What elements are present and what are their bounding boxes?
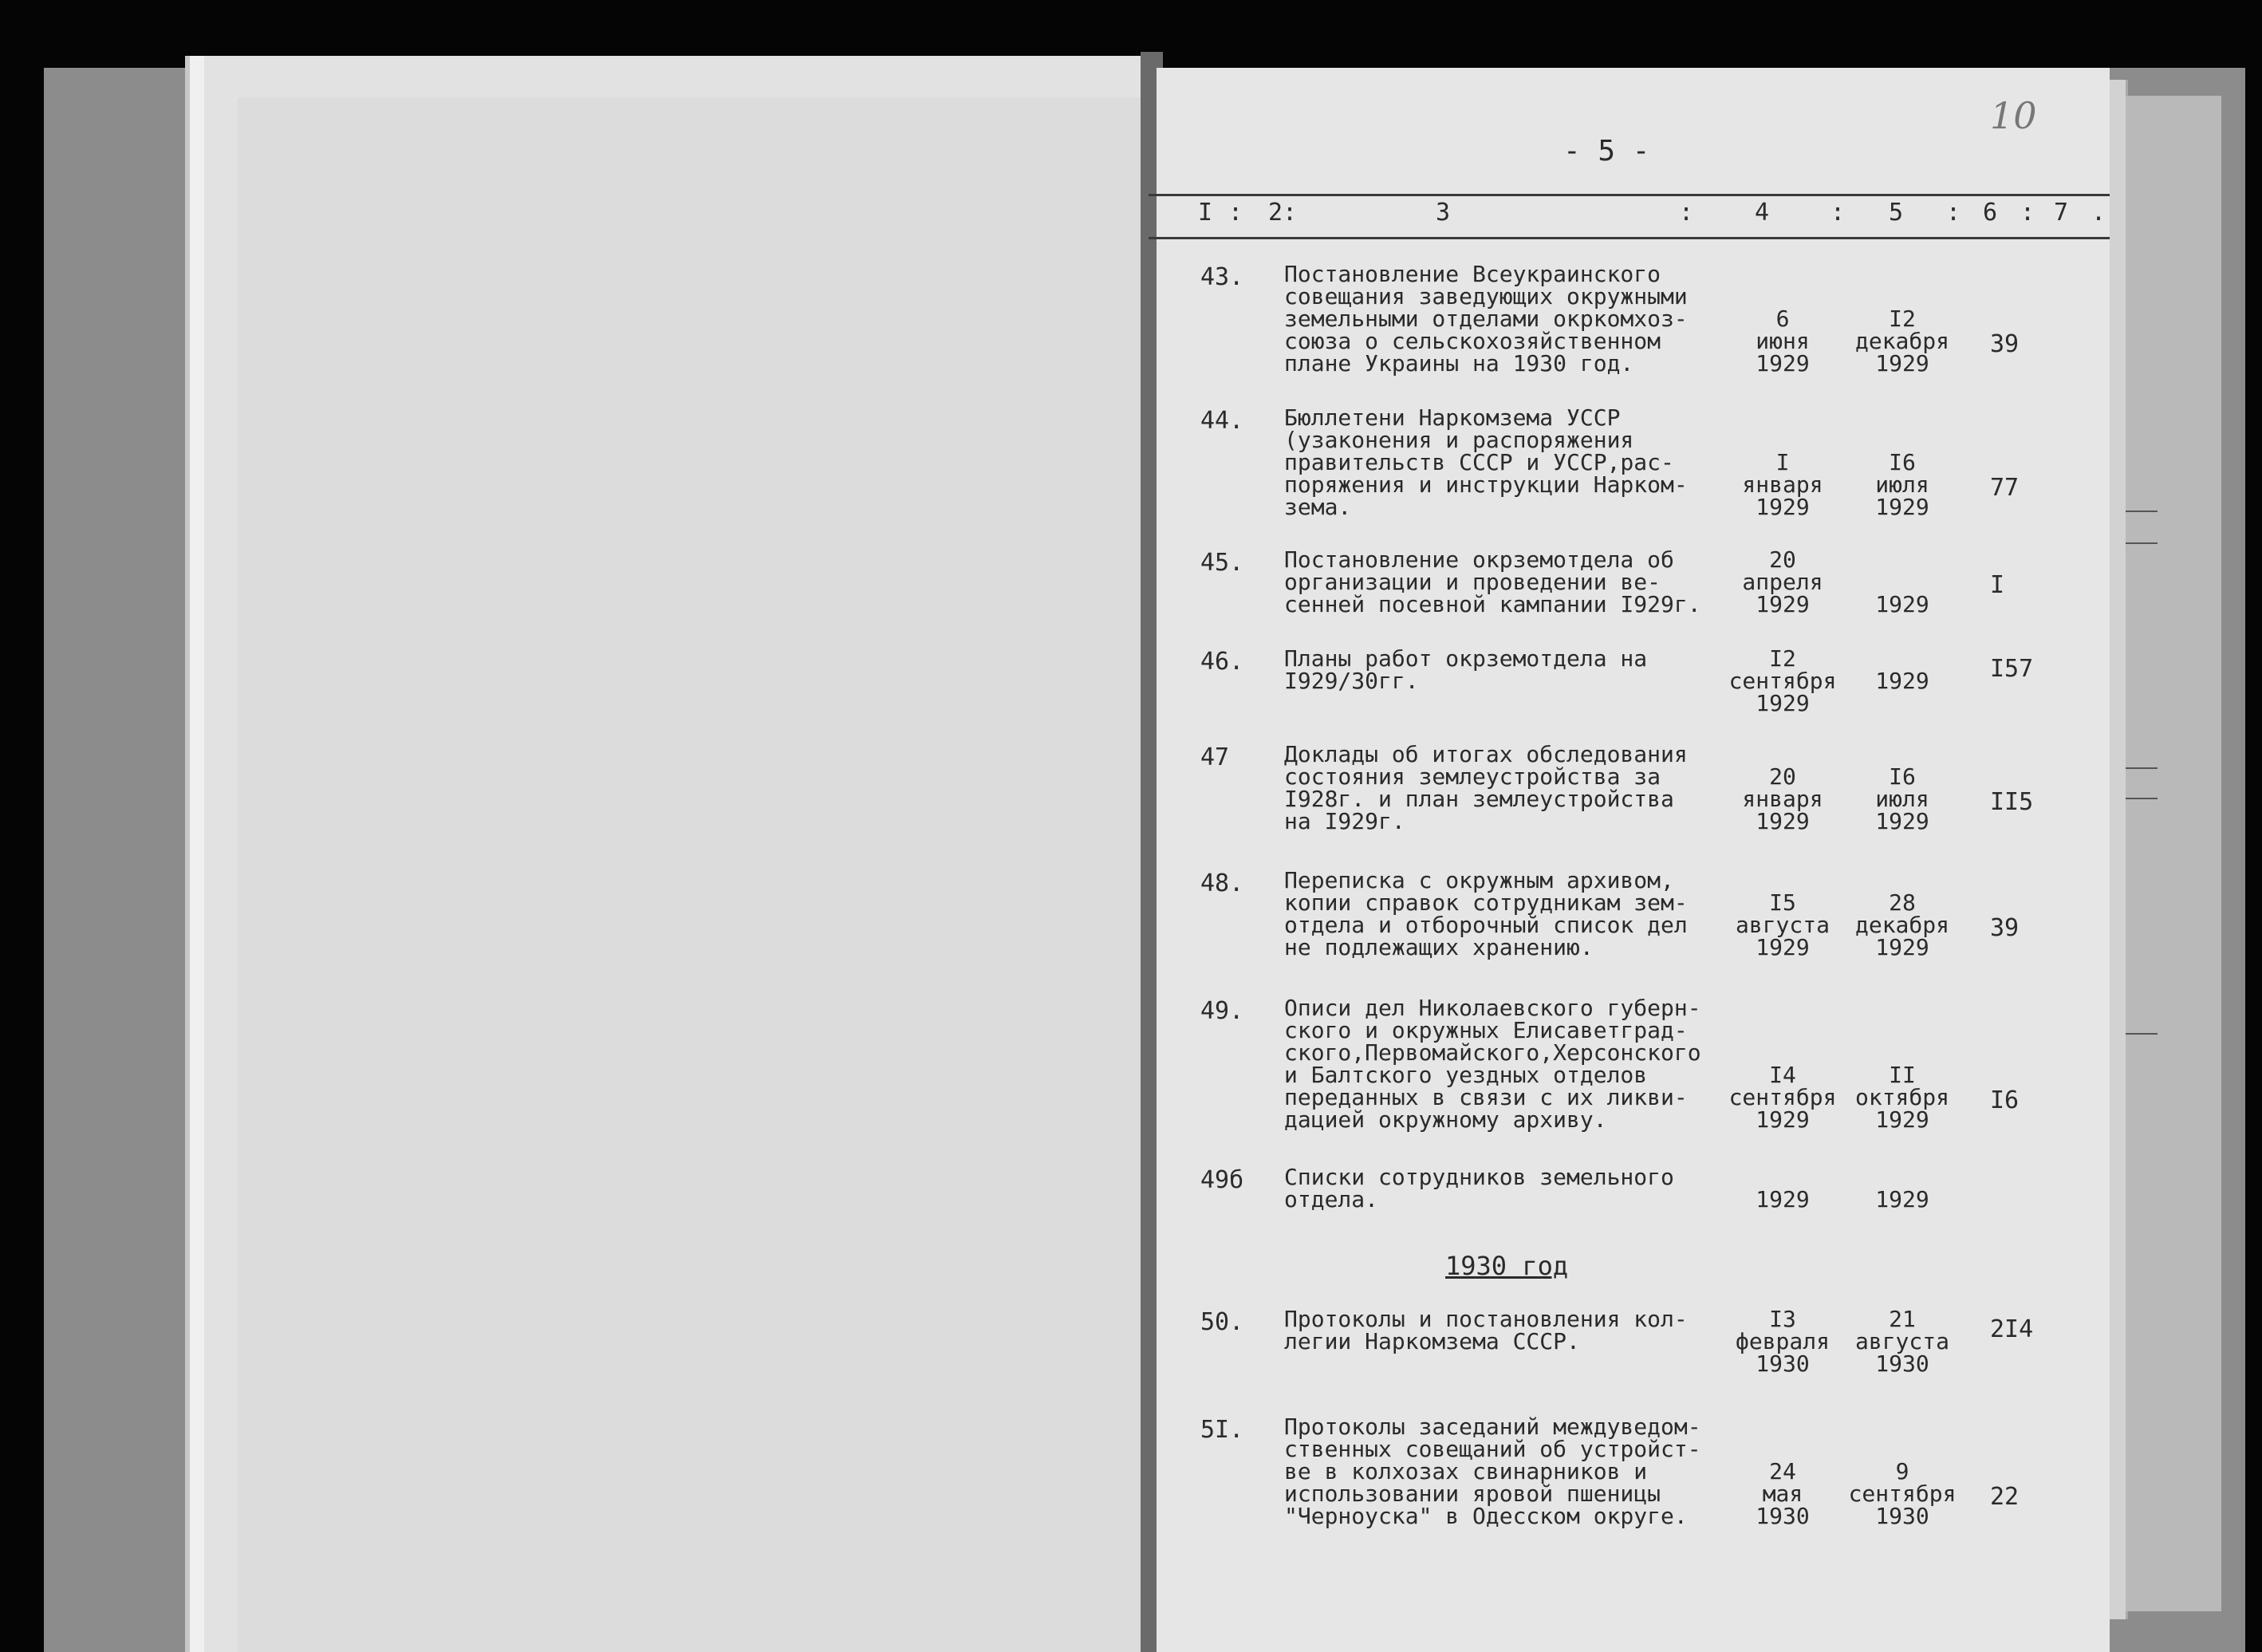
description-line: Бюллетени Наркомзема УССР	[1284, 404, 1621, 431]
date-line: 1930	[1875, 1350, 1929, 1377]
column-header-cell: I	[1198, 199, 1213, 227]
date-line: декабря	[1854, 912, 1949, 938]
date-line: 1929	[1875, 591, 1929, 617]
column-header-cell: 5	[1889, 199, 1904, 227]
start-date	[1719, 1064, 1846, 1131]
description-line: не подлежащих хранению.	[1284, 934, 1594, 960]
date-line: 1929	[1756, 808, 1810, 834]
entry-number: 5I.	[1200, 1416, 1244, 1444]
date-line: 28	[1889, 889, 1916, 916]
entry-number: 43.	[1200, 263, 1244, 291]
column-header-cell: 6	[1983, 199, 1998, 227]
sheet-count: I57	[1990, 655, 2034, 683]
date-line: 9	[1895, 1458, 1909, 1484]
description-line: легии Наркомзема СССР.	[1284, 1328, 1580, 1354]
entry-description	[1284, 546, 1701, 617]
date-line: 1930	[1756, 1350, 1810, 1377]
description-line: состояния землеустройства за	[1284, 763, 1661, 790]
description-line: Постановление окрземотдела об	[1284, 546, 1674, 573]
description-line: (узаконения и распоряжения	[1284, 427, 1634, 453]
entry-description	[1284, 743, 1688, 833]
date-line: августа	[1735, 912, 1830, 938]
description-line: отдела и отборочный список дел	[1284, 912, 1688, 938]
date-line: 21	[1889, 1306, 1916, 1332]
sheet-count: I6	[1990, 1086, 2020, 1114]
date-line: 1929	[1756, 934, 1810, 960]
edge-tick	[2126, 767, 2158, 769]
date-line: октября	[1854, 1084, 1949, 1110]
date-line: июня	[1756, 328, 1810, 354]
column-header-cell: :	[1946, 199, 1961, 227]
section-title: 1930 год	[1445, 1251, 1569, 1281]
sheet-count: 39	[1990, 914, 2020, 942]
date-line: 1929	[1756, 1186, 1810, 1212]
date-line: 1929	[1875, 808, 1929, 834]
entry-description	[1284, 997, 1701, 1131]
entry-description	[1284, 1166, 1674, 1211]
description-line: Протоколы заседаний междуведом-	[1284, 1413, 1701, 1440]
date-line: августа	[1854, 1328, 1949, 1354]
start-date	[1719, 645, 1846, 716]
edge-tick	[2126, 798, 2158, 799]
end-date	[1838, 763, 1966, 834]
column-header-cell: 4	[1755, 199, 1770, 227]
description-line: переданных в связи с их ликви-	[1284, 1084, 1688, 1110]
description-line: Протоколы и постановления кол-	[1284, 1306, 1688, 1332]
date-line: апреля	[1742, 569, 1823, 595]
entry-number: 44.	[1200, 407, 1244, 435]
column-header-cell: :	[1830, 199, 1846, 227]
date-line: 6	[1775, 306, 1790, 332]
date-line: января	[1742, 471, 1823, 498]
date-line: июля	[1875, 471, 1929, 498]
end-date	[1838, 451, 1966, 518]
entry-description	[1284, 1308, 1688, 1353]
description-line: союза о сельскохозяйственном	[1284, 328, 1661, 354]
sheet-count: 77	[1990, 474, 2020, 502]
start-date	[1719, 1308, 1846, 1375]
edge-tick	[2126, 511, 2158, 512]
date-line: сентября	[1728, 1084, 1837, 1110]
end-date	[1838, 593, 1966, 616]
description-line: ского и окружных Елисаветград-	[1284, 1017, 1688, 1043]
description-line: Списки сотрудников земельного	[1284, 1164, 1674, 1190]
edge-tick	[2126, 1033, 2158, 1035]
date-line: декабря	[1854, 328, 1949, 354]
start-date	[1719, 1186, 1846, 1212]
description-line: сенней посевной кампании I929г.	[1284, 591, 1701, 617]
date-line: 1929	[1875, 934, 1929, 960]
date-line: I2	[1889, 306, 1916, 332]
entry-number: 47	[1200, 743, 1230, 771]
description-line: правительств СССР и УССР,рас-	[1284, 449, 1674, 475]
end-date	[1838, 670, 1966, 692]
date-line: 20	[1769, 546, 1796, 573]
entry-number: 50.	[1200, 1308, 1244, 1336]
entry-description	[1284, 869, 1688, 959]
header-rule-bottom	[1149, 237, 2110, 239]
entry-number: 49б	[1200, 1166, 1244, 1194]
date-line: января	[1742, 786, 1823, 812]
date-line: 1929	[1756, 591, 1810, 617]
start-date	[1719, 889, 1846, 960]
date-line: 1929	[1875, 350, 1929, 377]
description-line: поряжения и инструкции Нарком-	[1284, 471, 1688, 498]
date-line: I3	[1769, 1306, 1796, 1332]
start-date	[1719, 763, 1846, 834]
date-line: сентября	[1728, 668, 1837, 694]
date-line: 1929	[1875, 668, 1929, 694]
folio-number: 10	[1990, 94, 2037, 137]
date-line: II	[1889, 1062, 1916, 1088]
start-date	[1719, 308, 1846, 375]
date-line: 1930	[1756, 1503, 1810, 1529]
entry-description	[1284, 1413, 1701, 1529]
entry-number: 45.	[1200, 549, 1244, 577]
end-date	[1838, 1064, 1966, 1131]
edge-tick	[2126, 542, 2158, 544]
left-page-blank	[185, 56, 1155, 1652]
date-line: мая	[1762, 1480, 1803, 1507]
description-line: Доклады об итогах обследования	[1284, 741, 1688, 767]
description-line: земельными отделами окркомхоз-	[1284, 306, 1688, 332]
end-date	[1838, 1458, 1966, 1529]
description-line: I929/30гг.	[1284, 668, 1419, 694]
date-line: февраля	[1735, 1328, 1830, 1354]
date-line: сентября	[1848, 1480, 1957, 1507]
folder-flap	[2126, 96, 2221, 1611]
entry-description	[1284, 263, 1688, 375]
description-line: I928г. и план землеустройства	[1284, 786, 1674, 812]
date-line: июля	[1875, 786, 1929, 812]
date-line: 1929	[1875, 494, 1929, 520]
description-line: на I929г.	[1284, 808, 1405, 834]
description-line: отдела.	[1284, 1186, 1379, 1212]
date-line: 1930	[1875, 1503, 1929, 1529]
description-line: зема.	[1284, 494, 1352, 520]
entry-number: 49.	[1200, 997, 1244, 1025]
date-line: I4	[1769, 1062, 1796, 1088]
date-line: I2	[1769, 645, 1796, 672]
description-line: "Черноуска" в Одесском округе.	[1284, 1503, 1688, 1529]
date-line: 1929	[1756, 1106, 1810, 1133]
date-line: I6	[1889, 449, 1916, 475]
column-header-cell: :	[1228, 199, 1243, 227]
date-line: I5	[1769, 889, 1796, 916]
start-date	[1719, 546, 1846, 617]
sheet-count: 2I4	[1990, 1315, 2034, 1343]
end-date	[1838, 889, 1966, 960]
page-number: - 5 -	[1563, 135, 1650, 168]
start-date	[1719, 451, 1846, 518]
date-line: 1929	[1875, 1106, 1929, 1133]
description-line: Переписка с окружным архивом,	[1284, 867, 1674, 893]
end-date	[1838, 1186, 1966, 1212]
description-line: ве в колхозах свинарников и	[1284, 1458, 1648, 1484]
column-header-cell: 7	[2054, 199, 2069, 227]
header-rule-top	[1149, 194, 2110, 196]
description-line: Планы работ окрземотдела на	[1284, 645, 1648, 672]
date-line: 20	[1769, 763, 1796, 790]
date-line: 1929	[1875, 1186, 1929, 1212]
sheet-count: II5	[1990, 788, 2034, 816]
date-line: I6	[1889, 763, 1916, 790]
description-line: плане Украины на 1930 год.	[1284, 350, 1634, 377]
description-line: Постановление Всеукраинского	[1284, 261, 1661, 287]
end-date	[1838, 308, 1966, 375]
start-date	[1719, 1458, 1846, 1529]
entry-description	[1284, 645, 1648, 694]
date-line: 1929	[1756, 690, 1810, 716]
description-line: дацией окружному архиву.	[1284, 1106, 1607, 1133]
column-header-cell: :	[2020, 199, 2035, 227]
date-line: 24	[1769, 1458, 1796, 1484]
description-line: организации и проведении ве-	[1284, 569, 1661, 595]
date-line: 1929	[1756, 350, 1810, 377]
description-line: копии справок сотрудникам зем-	[1284, 889, 1688, 916]
column-header-cell: .	[2091, 199, 2106, 227]
description-line: использовании яровой пшеницы	[1284, 1480, 1661, 1507]
description-line: совещания заведующих окружными	[1284, 283, 1688, 310]
description-line: и Балтского уездных отделов	[1284, 1062, 1648, 1088]
sheet-count: 22	[1990, 1483, 2020, 1511]
column-header-cell: 2:	[1268, 199, 1298, 227]
column-header-cell: :	[1679, 199, 1694, 227]
column-header-cell: 3	[1436, 199, 1451, 227]
entry-description	[1284, 404, 1688, 520]
sheet-count: 39	[1990, 330, 2020, 358]
end-date	[1838, 1308, 1966, 1375]
sheet-count: I	[1990, 571, 2005, 599]
date-line: I	[1775, 449, 1790, 475]
date-line: 1929	[1756, 494, 1810, 520]
description-line: ского,Первомайского,Херсонского	[1284, 1039, 1701, 1066]
description-line: Описи дел Николаевского губерн-	[1284, 995, 1701, 1021]
description-line: ственных совещаний об устройст-	[1284, 1436, 1701, 1462]
entry-number: 48.	[1200, 869, 1244, 897]
entry-number: 46.	[1200, 648, 1244, 676]
